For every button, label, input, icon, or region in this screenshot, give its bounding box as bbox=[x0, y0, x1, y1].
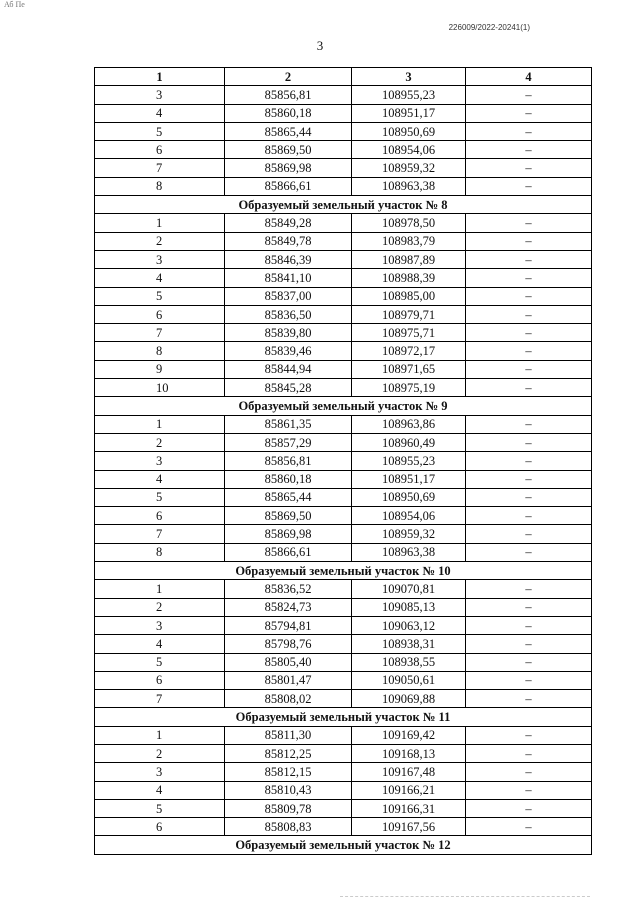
note-cell: – bbox=[466, 470, 592, 488]
coordinate-y: 108988,39 bbox=[352, 269, 466, 287]
coordinate-y: 108950,69 bbox=[352, 488, 466, 506]
coordinate-x: 85856,81 bbox=[225, 86, 352, 104]
note-cell: – bbox=[466, 671, 592, 689]
table-row bbox=[95, 433, 592, 451]
table-row bbox=[95, 598, 592, 616]
point-number: 2 bbox=[95, 232, 225, 250]
coordinate-y: 108963,38 bbox=[352, 543, 466, 561]
note-cell: – bbox=[466, 818, 592, 836]
note-cell: – bbox=[466, 379, 592, 397]
table-header-row bbox=[95, 68, 592, 86]
coordinate-x: 85836,50 bbox=[225, 305, 352, 323]
coordinate-y: 108979,71 bbox=[352, 305, 466, 323]
page-number: 3 bbox=[316, 38, 324, 53]
note-cell: – bbox=[466, 177, 592, 195]
coordinate-y: 109050,61 bbox=[352, 671, 466, 689]
coordinate-y: 108971,65 bbox=[352, 360, 466, 378]
coordinate-x: 85865,44 bbox=[225, 122, 352, 140]
coordinate-x: 85860,18 bbox=[225, 470, 352, 488]
note-cell: – bbox=[466, 159, 592, 177]
coordinate-x: 85861,35 bbox=[225, 415, 352, 433]
table-row bbox=[95, 799, 592, 817]
coordinate-y: 108954,06 bbox=[352, 507, 466, 525]
coordinate-y: 108955,23 bbox=[352, 86, 466, 104]
table-row bbox=[95, 726, 592, 744]
point-number: 2 bbox=[95, 598, 225, 616]
table-row bbox=[95, 232, 592, 250]
table-row bbox=[95, 269, 592, 287]
coordinate-x: 85869,98 bbox=[225, 525, 352, 543]
table-row bbox=[95, 818, 592, 836]
section-header-row bbox=[95, 196, 592, 214]
coordinate-y: 108963,86 bbox=[352, 415, 466, 433]
coordinate-y: 109069,88 bbox=[352, 690, 466, 708]
section-title: Образуемый земельный участок № 8 bbox=[95, 196, 592, 214]
point-number: 1 bbox=[95, 726, 225, 744]
table-row bbox=[95, 580, 592, 598]
coordinate-x: 85808,83 bbox=[225, 818, 352, 836]
point-number: 5 bbox=[95, 488, 225, 506]
point-number: 2 bbox=[95, 433, 225, 451]
section-title: Образуемый земельный участок № 9 bbox=[95, 397, 592, 415]
note-cell: – bbox=[466, 543, 592, 561]
coordinate-x: 85809,78 bbox=[225, 799, 352, 817]
table-row bbox=[95, 141, 592, 159]
coordinate-x: 85869,50 bbox=[225, 507, 352, 525]
section-title: Образуемый земельный участок № 10 bbox=[95, 562, 592, 580]
point-number: 7 bbox=[95, 159, 225, 177]
coordinate-x: 85808,02 bbox=[225, 690, 352, 708]
table-row bbox=[95, 324, 592, 342]
table-row bbox=[95, 488, 592, 506]
note-cell: – bbox=[466, 616, 592, 634]
point-number: 4 bbox=[95, 781, 225, 799]
coordinate-y: 108975,71 bbox=[352, 324, 466, 342]
point-number: 3 bbox=[95, 616, 225, 634]
point-number: 4 bbox=[95, 104, 225, 122]
table-row bbox=[95, 470, 592, 488]
table-row bbox=[95, 305, 592, 323]
coordinate-y: 109085,13 bbox=[352, 598, 466, 616]
table-row bbox=[95, 122, 592, 140]
coordinate-x: 85849,78 bbox=[225, 232, 352, 250]
point-number: 9 bbox=[95, 360, 225, 378]
point-number: 6 bbox=[95, 671, 225, 689]
section-header-row bbox=[95, 836, 592, 854]
section-header-row bbox=[95, 562, 592, 580]
coordinate-x: 85866,61 bbox=[225, 543, 352, 561]
point-number: 1 bbox=[95, 415, 225, 433]
table-body bbox=[95, 86, 592, 854]
coordinate-y: 108985,00 bbox=[352, 287, 466, 305]
coordinate-x: 85846,39 bbox=[225, 250, 352, 268]
coordinate-y: 109169,42 bbox=[352, 726, 466, 744]
coordinate-y: 109063,12 bbox=[352, 616, 466, 634]
coordinate-y: 109166,31 bbox=[352, 799, 466, 817]
coordinate-x: 85865,44 bbox=[225, 488, 352, 506]
note-cell: – bbox=[466, 305, 592, 323]
point-number: 7 bbox=[95, 525, 225, 543]
coordinate-x: 85856,81 bbox=[225, 452, 352, 470]
point-number: 5 bbox=[95, 799, 225, 817]
section-header-row bbox=[95, 708, 592, 726]
coordinate-x: 85812,25 bbox=[225, 744, 352, 762]
note-cell: – bbox=[466, 635, 592, 653]
note-cell: – bbox=[466, 653, 592, 671]
note-cell: – bbox=[466, 232, 592, 250]
table-row bbox=[95, 763, 592, 781]
coordinate-y: 108938,31 bbox=[352, 635, 466, 653]
coordinate-y: 108951,17 bbox=[352, 104, 466, 122]
coordinate-y: 109167,56 bbox=[352, 818, 466, 836]
coordinate-x: 85839,46 bbox=[225, 342, 352, 360]
point-number: 7 bbox=[95, 690, 225, 708]
point-number: 3 bbox=[95, 250, 225, 268]
coordinates-table bbox=[94, 67, 592, 855]
note-cell: – bbox=[466, 690, 592, 708]
note-cell: – bbox=[466, 726, 592, 744]
coordinate-y: 108938,55 bbox=[352, 653, 466, 671]
coordinate-x: 85839,80 bbox=[225, 324, 352, 342]
point-number: 5 bbox=[95, 653, 225, 671]
coordinate-y: 108954,06 bbox=[352, 141, 466, 159]
coordinate-x: 85794,81 bbox=[225, 616, 352, 634]
note-cell: – bbox=[466, 250, 592, 268]
point-number: 3 bbox=[95, 452, 225, 470]
table-row bbox=[95, 507, 592, 525]
point-number: 2 bbox=[95, 744, 225, 762]
table-row bbox=[95, 543, 592, 561]
coordinate-y: 108972,17 bbox=[352, 342, 466, 360]
table-row bbox=[95, 287, 592, 305]
coordinate-y: 109070,81 bbox=[352, 580, 466, 598]
column-header: 4 bbox=[466, 68, 592, 86]
table-row bbox=[95, 616, 592, 634]
table-row bbox=[95, 214, 592, 232]
point-number: 6 bbox=[95, 507, 225, 525]
column-header: 1 bbox=[95, 68, 225, 86]
point-number: 4 bbox=[95, 470, 225, 488]
coordinate-x: 85812,15 bbox=[225, 763, 352, 781]
coordinate-x: 85869,50 bbox=[225, 141, 352, 159]
coordinate-x: 85844,94 bbox=[225, 360, 352, 378]
table-row bbox=[95, 653, 592, 671]
table-row bbox=[95, 525, 592, 543]
table-row bbox=[95, 379, 592, 397]
note-cell: – bbox=[466, 507, 592, 525]
note-cell: – bbox=[466, 799, 592, 817]
note-cell: – bbox=[466, 580, 592, 598]
note-cell: – bbox=[466, 104, 592, 122]
table-row bbox=[95, 415, 592, 433]
coordinate-x: 85824,73 bbox=[225, 598, 352, 616]
note-cell: – bbox=[466, 360, 592, 378]
coordinate-x: 85869,98 bbox=[225, 159, 352, 177]
section-title: Образуемый земельный участок № 12 bbox=[95, 836, 592, 854]
point-number: 3 bbox=[95, 763, 225, 781]
coordinate-x: 85857,29 bbox=[225, 433, 352, 451]
document-id: 226009/2022-20241(1) bbox=[448, 23, 530, 32]
point-number: 8 bbox=[95, 543, 225, 561]
coordinate-y: 108960,49 bbox=[352, 433, 466, 451]
table-row bbox=[95, 177, 592, 195]
note-cell: – bbox=[466, 525, 592, 543]
point-number: 3 bbox=[95, 86, 225, 104]
note-cell: – bbox=[466, 415, 592, 433]
point-number: 7 bbox=[95, 324, 225, 342]
note-cell: – bbox=[466, 488, 592, 506]
note-cell: – bbox=[466, 214, 592, 232]
coordinate-x: 85849,28 bbox=[225, 214, 352, 232]
point-number: 4 bbox=[95, 269, 225, 287]
coordinate-x: 85866,61 bbox=[225, 177, 352, 195]
coordinate-y: 108959,32 bbox=[352, 525, 466, 543]
note-cell: – bbox=[466, 122, 592, 140]
table-row bbox=[95, 452, 592, 470]
note-cell: – bbox=[466, 287, 592, 305]
section-header-row bbox=[95, 397, 592, 415]
coordinate-y: 108975,19 bbox=[352, 379, 466, 397]
coordinate-x: 85798,76 bbox=[225, 635, 352, 653]
point-number: 8 bbox=[95, 177, 225, 195]
note-cell: – bbox=[466, 744, 592, 762]
coordinate-x: 85801,47 bbox=[225, 671, 352, 689]
point-number: 6 bbox=[95, 141, 225, 159]
note-cell: – bbox=[466, 763, 592, 781]
table-row bbox=[95, 781, 592, 799]
table-row bbox=[95, 671, 592, 689]
coordinate-y: 108955,23 bbox=[352, 452, 466, 470]
coordinate-y: 108951,17 bbox=[352, 470, 466, 488]
note-cell: – bbox=[466, 598, 592, 616]
note-cell: – bbox=[466, 452, 592, 470]
table-row bbox=[95, 342, 592, 360]
table-row bbox=[95, 635, 592, 653]
point-number: 6 bbox=[95, 305, 225, 323]
point-number: 5 bbox=[95, 287, 225, 305]
point-number: 6 bbox=[95, 818, 225, 836]
table-row bbox=[95, 104, 592, 122]
note-cell: – bbox=[466, 324, 592, 342]
coordinate-y: 109167,48 bbox=[352, 763, 466, 781]
table-row bbox=[95, 360, 592, 378]
coordinate-y: 108950,69 bbox=[352, 122, 466, 140]
note-cell: – bbox=[466, 781, 592, 799]
point-number: 1 bbox=[95, 580, 225, 598]
point-number: 10 bbox=[95, 379, 225, 397]
coordinate-x: 85860,18 bbox=[225, 104, 352, 122]
coordinate-x: 85811,30 bbox=[225, 726, 352, 744]
corner-mark: Аб Пе bbox=[4, 0, 25, 9]
table-row bbox=[95, 744, 592, 762]
table-row bbox=[95, 690, 592, 708]
table-row bbox=[95, 86, 592, 104]
coordinate-x: 85810,43 bbox=[225, 781, 352, 799]
note-cell: – bbox=[466, 141, 592, 159]
note-cell: – bbox=[466, 86, 592, 104]
coordinate-x: 85837,00 bbox=[225, 287, 352, 305]
table-row bbox=[95, 159, 592, 177]
point-number: 5 bbox=[95, 122, 225, 140]
coordinate-y: 108978,50 bbox=[352, 214, 466, 232]
coordinate-x: 85836,52 bbox=[225, 580, 352, 598]
point-number: 1 bbox=[95, 214, 225, 232]
coordinate-x: 85845,28 bbox=[225, 379, 352, 397]
column-header: 3 bbox=[352, 68, 466, 86]
bottom-scan-marks bbox=[340, 896, 590, 901]
coordinate-y: 109166,21 bbox=[352, 781, 466, 799]
column-header: 2 bbox=[225, 68, 352, 86]
note-cell: – bbox=[466, 269, 592, 287]
section-title: Образуемый земельный участок № 11 bbox=[95, 708, 592, 726]
coordinate-x: 85841,10 bbox=[225, 269, 352, 287]
table-row bbox=[95, 250, 592, 268]
coordinate-y: 108987,89 bbox=[352, 250, 466, 268]
coordinate-x: 85805,40 bbox=[225, 653, 352, 671]
coordinate-y: 108983,79 bbox=[352, 232, 466, 250]
coordinate-y: 109168,13 bbox=[352, 744, 466, 762]
note-cell: – bbox=[466, 342, 592, 360]
point-number: 4 bbox=[95, 635, 225, 653]
note-cell: – bbox=[466, 433, 592, 451]
coordinate-y: 108963,38 bbox=[352, 177, 466, 195]
point-number: 8 bbox=[95, 342, 225, 360]
coordinate-y: 108959,32 bbox=[352, 159, 466, 177]
